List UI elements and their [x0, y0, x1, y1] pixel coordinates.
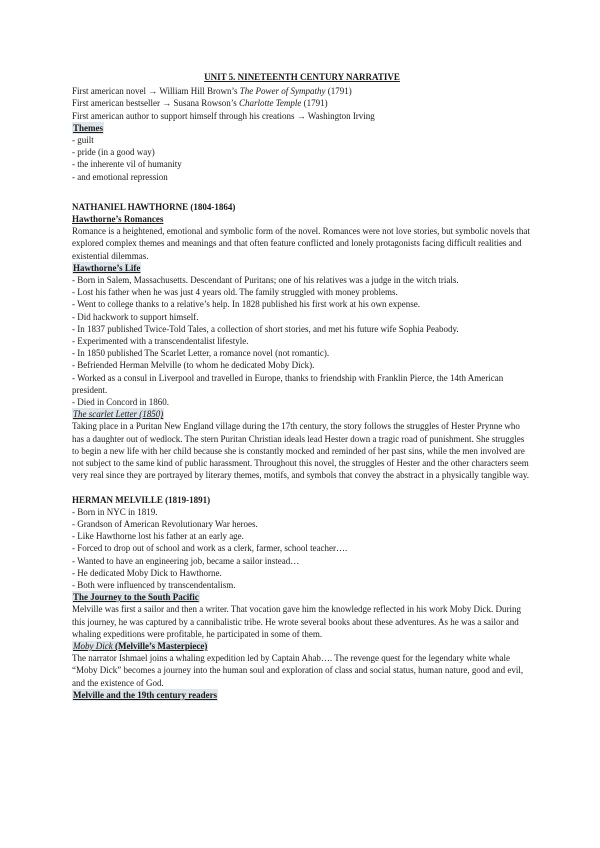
life-item: - In 1837 published Twice-Told Tales, a collection of short stories, and met his future wife Sophia Peabody. [72, 323, 459, 334]
journey-text: Melville was first a sailor and then a writer. That vocation gave him the knowledge reflected in his work Moby Dick. During this journey, he was captured by a cannibalistic tribe. He wrote several books about these adventures. As he was a sailor and whaling expeditions were profitable, he participated in some of them. [72, 604, 521, 639]
life-item: - Befriended Herman Melville (to whom he dedicated Moby Dick). [72, 360, 315, 371]
moby-dick-text: The narrator Ishmael joins a whaling expedition led by Captain Ahab…. The revenge quest for the legendary white whale “Moby Dick” becomes a journey into the human soul and exploration of class and social status, human nature, good and evil, and the existence of God. [72, 653, 524, 688]
life-item: - Went to college thanks to a relative’s help. In 1828 published his first work at his own expense. [72, 299, 421, 310]
life-item: - Born in Salem, Massachusetts. Descendant of Puritans; one of his relatives was a judge in the witch trials. [72, 275, 459, 286]
theme-item: - the inherente vil of humanity [72, 159, 182, 170]
theme-item: - guilt [72, 135, 94, 146]
melville-item: - Forced to drop out of school and work as a clerk, farmer, school teacher…. [72, 543, 348, 554]
life-item: - Died in Concord in 1860. [72, 397, 169, 408]
journey-heading: The Journey to the South Pacific [73, 592, 199, 603]
intro-first-novel: First american novel → William Hill Brown’s The Power of Sympathy (1791) [72, 86, 352, 97]
theme-item: - pride (in a good way) [72, 147, 155, 158]
theme-item: - and emotional repression [72, 171, 168, 182]
melville-item: - Both were influenced by transcendentalism. [72, 579, 236, 590]
themes-heading: Themes [73, 122, 103, 133]
life-item: - Worked as a consul in Liverpool and travelled in Europe, thanks to friendship with Franklin Pierce, the 14th American president. [72, 372, 504, 395]
melville-item: - Like Hawthorne lost his father at an early age. [72, 531, 244, 542]
page-title: UNIT 5. NINETEENTH CENTURY NARRATIVE [204, 72, 400, 82]
scarlet-letter-heading: The scarlet Letter (1850) [73, 409, 164, 420]
document-body [72, 71, 532, 701]
melville-item: - Born in NYC in 1819. [72, 506, 158, 517]
melville-heading: HERMAN MELVILLE (1819-1891) [72, 494, 211, 505]
hawthorne-life-heading: Hawthorne’s Life [73, 262, 141, 273]
life-item: - In 1850 published The Scarlet Letter, a romance novel (not romantic). [72, 348, 330, 359]
scarlet-letter-text: Taking place in a Puritan New England village during the 17th century, the story follows the struggles of Hester Prynne who has a daughter out of wedlock. The stern Puritan Christian ideals lead Hester down a tragic road of punishment. She struggles to begin a new life with her child because she is constantly mocked and reminded of her past sins, while the men involved are not subject to the same kind of public harassment. Throughout this novel, the struggles of Hester and the other characters seem very real since they are portrayed by literary themes, motifs, and symbols that convey the abstract in a physically tangible way. [72, 421, 530, 481]
life-item: - Did hackwork to support himself. [72, 311, 199, 322]
intro-first-bestseller: First american bestseller → Susana Rowson’s Charlotte Temple (1791) [72, 98, 328, 109]
hawthorne-romances-text: Romance is a heightened, emotional and symbolic form of the novel. Romances were not love stories, but symbolic novels that explored complex themes and meanings and that often feature conflicted and lonely protagonists facing difficult realities and existential dilemmas. [72, 226, 530, 261]
melville-item: - Grandson of American Revolutionary War heroes. [72, 518, 258, 529]
intro-first-author: First american author to support himself through his creations → Washington Irving [72, 110, 375, 121]
readers-heading: Melville and the 19th century readers [73, 689, 218, 700]
life-item: - Experimented with a transcendentalist lifestyle. [72, 336, 249, 347]
melville-item: - He dedicated Moby Dick to Hawthorne. [72, 567, 222, 578]
melville-item: - Wanted to have an engineering job, became a sailor instead… [72, 555, 300, 566]
hawthorne-heading: NATHANIEL HAWTHORNE (1804-1864) [72, 201, 236, 212]
hawthorne-romances-heading: Hawthorne’s Romances [72, 214, 164, 225]
moby-dick-heading: Moby Dick (Melville’s Masterpiece) [73, 640, 208, 651]
life-item: - Lost his father when he was just 4 years old. The family struggled with money problems. [72, 287, 398, 298]
